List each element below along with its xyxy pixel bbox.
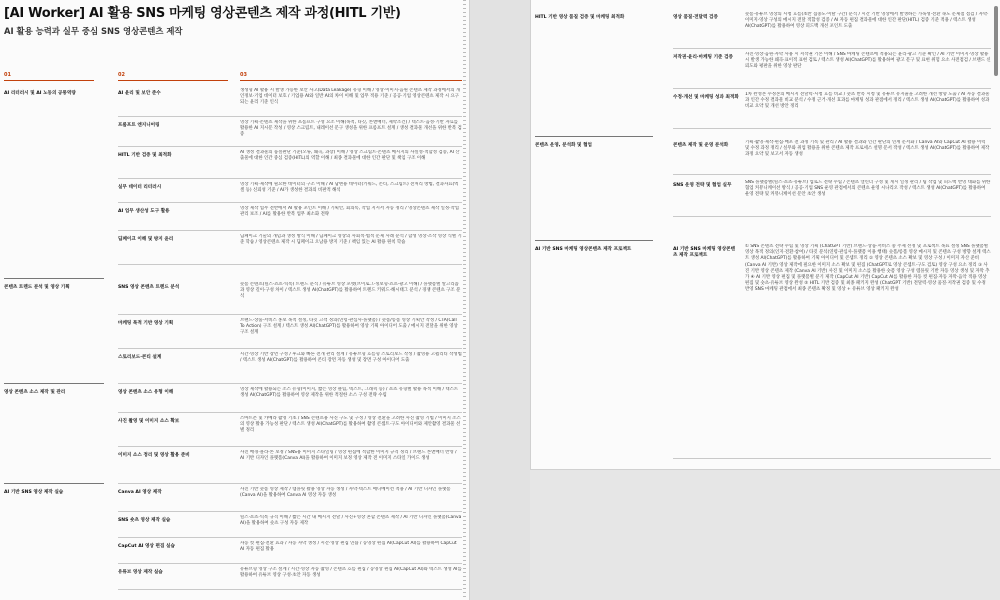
viewer-gap (470, 0, 530, 600)
module-name: AI 업무 생산성 도구 활용 (118, 209, 170, 214)
module-description: 시간·영상 기반 장면 구성 / 후크와 빠른 전개 관리 설계 / 유튜브형 흐름형 스토리보드 작성 / 촬영용 고퀄리티 작성법 / 텍스트 생성 AI(ChatGPT)를 활용하여 콘티 장면 자동 생성 및 장면 구성 아이디어 도출 (240, 352, 462, 364)
column-underline-2 (118, 80, 228, 81)
scrollbar-thumb[interactable] (994, 6, 998, 76)
row-divider (673, 458, 991, 459)
module-name: SNS 영상 콘텐츠 트렌드 분석 (118, 285, 180, 290)
module-name: 실무 데이터 리터러시 (118, 185, 162, 190)
column-underline-1 (4, 80, 94, 81)
row-divider (118, 511, 462, 512)
module-description: 유튜브형 영상 구조 설계 / 시간·영상 자동 촬영 / 콘텐츠 흐름 편집 / 동영상 편집 AI(CapCut AI)와 텍스트 생성 AI를 활용하여 유튜브 영상 구성·초안 자동 생성 (240, 567, 462, 579)
module-description: 딥페이크 기술의 개념과 생성 방식 이해 / 딥페이크 영상의 사회적·법적 문제 사례 분석 / 합성 영상·조작 영상 식별 기준 학습 / 영상콘텐츠 제작 시 딥페이크 오남용 방지 기준 / 책임 있는 AI 활용 원칙 학습 (240, 234, 462, 246)
section-label: AI 기반 SNS 마케팅 영상콘텐츠 제작 프로젝트 (535, 247, 632, 252)
module-description: 사진 배경·블라·톤 보정 / SNS용 이미지 스타일링 / 영상 편집에 적합한 이미지 규격 정리 / 브랜드 톤앤매너 반영 / AI 기반 디자인 플랫폼(Canva AI)을 활용하여 이미지 보정 영상 제작 전 이미지 스타일 가이드 생성 (240, 450, 457, 462)
module-name: HITL 기반 검증 및 최적화 (118, 153, 172, 158)
module-name: 이미지 소스 정리 및 영상 활용 준비 (118, 453, 190, 458)
section-label: 콘텐츠 트렌드 분석 및 영상 기획 (4, 285, 70, 290)
row-divider (118, 348, 462, 349)
module-description: 영상 기획·제작에 필요한 데이터의 구조 이해 / AI 답변용 데이터(키워드, 콘티, 스크립트) 전처리 방법, 결과자료(엑셀 등) 신뢰성 기준 / AI가 생성한 결과의 비판적 해석 (240, 182, 459, 194)
row-divider (118, 537, 462, 538)
section-label: AI 리터러시 및 AI 노동의 공통역량 (4, 91, 76, 96)
module-description: 사진·영상·음원·자막 사용 시 저작권 기본 이해 / SNS 마케팅 콘텐츠에 적용되는 윤리·광고 기준 확인 / AI 기반 이미지·영상 활용 시 발생 가능한 왜곡·표이적 표현 검토 / 텍스트 생성 AI(ChatGPT)를 활용하여 광고 문구 및 표현 위험 요소 사전점검 / 브랜드 신뢰도와 평판을 위한 영상 판단 (745, 52, 991, 70)
module-name: SNS 운영 전략 및 협업 실무 (673, 183, 732, 188)
module-description: 사진 기반 숏폼 영상 제작 / 템플릿 활용 영상 자동 생성 / 자막·텍스트 애니메이션 적용 / AI 기반 디자인 플랫폼(Canva AI)을 활용하여 Canva AI 영상 자동 생성 (240, 487, 451, 499)
module-name: 영상 품질·전달력 검증 (673, 15, 718, 20)
row-divider (118, 230, 462, 231)
section-divider (535, 136, 653, 137)
module-description: 기획·촬영·제작·편집·배포 전 과정 기록 및 관리 / AI 활용 결과와 인간 판단의 연계 문서화 / Canva AI와 CapCut AI 활용 이력 및 수정 과정 정리 / 실무와 취업 활용을 위한 콘텐츠 제작 프로세스 설명 문서 작성 / 텍스트 생성 AI(ChatGPT)를 활용하여 제작 과정 요약 및 보고서 자동 생성 (745, 140, 990, 158)
module-name: 영상 콘텐츠 소스 유형 이해 (118, 390, 174, 395)
module-name: 콘텐츠 제작 및 운영 분석화 (673, 143, 729, 148)
row-divider (673, 174, 991, 175)
row-divider (118, 563, 462, 564)
module-description: 브랜드·상품·서비스 홍보 목적 설정, 타깃 고객 정의(연령·관심사·플랫폼) / 숏폼/롱폼 영상 기획안 작성 / CTA(Call To Action) 구조 설계 / 텍스트 생성 AI(ChatGPT)를 활용하여 영상 기획 아이디어 도출 / 메시지 전달을 위한 영상 구조 설계 (240, 318, 458, 336)
module-description: 자동 컷 편집·전환 효과 / 자동 자막 생성 / 시간·영상 편집 연습 / 동영상 편집 AI(CapCut AI)를 활용하여 CapCut AI 자동 편집 활용 (240, 541, 457, 553)
column-header-2: 02 (118, 72, 125, 78)
module-description: 스마트폰 및 카메라 촬영 기초 / SNS 콘텐츠용 사진 구도 및 구성 / 영상 전환을 고려한 사진 촬영 기법 / 이미지 소스의 영상 활용 가능성 판단 / 텍스트 생성 AI(ChatGPT)를 활용하여 촬영 콘셉트·구도 아이디어와 제안촬영 결과물 선별 정리 (240, 416, 461, 434)
row-divider (118, 202, 462, 203)
row-divider (118, 446, 462, 447)
module-description: AI 생성 결과물의 품질판단 기준(오류, 왜곡, 과장) 이해 / 영상 스크립트·콘텐츠 메시지의 사실성·적합성 검증, AI 산출물에 대한 인간 중심 검증(HITL)의 역할 이해 / 최종 결과물에 대한 인간 판단 및 책임 구조 이해 (240, 150, 460, 162)
module-name: 유튜브 영상 제작 실습 (118, 570, 163, 575)
module-name: Canva AI 영상 제작 (118, 490, 162, 495)
module-name: AI 기반 SNS 마케팅 영상콘텐츠 제작 프로젝트 (673, 247, 736, 259)
column-header-1: 01 (4, 72, 11, 78)
module-name: 스토리보드·콘티 설계 (118, 355, 162, 360)
row-divider (118, 412, 462, 413)
row-divider (673, 128, 991, 129)
module-description: 숏폼 콘텐츠(릴스·쇼츠·틱톡) 트렌드 분석 / 유튜브 영상 포맷(브이로그·정보형·쇼츠·광고 이해) / 플랫폼별 알고리즘과 영상 길이·구성 차이 / 텍스트 생성 AI(ChatGPT)를 활용하여 트렌드 키워드·해시태그 분석 / 경쟁 콘텐츠 구조 분석 (240, 282, 461, 300)
module-description: 릴스·쇼츠·틱톡 규격 이해 / 짧은 시간 내 메시지 전달 / 사진+영상 혼합 콘텐츠 제작 / AI 기반 디자인 플랫폼(Canva AI)을 활용하여 숏츠 구성 자동 제작 (240, 515, 462, 527)
section-divider (535, 240, 653, 241)
module-name: 프롬프트 엔지니어링 (118, 123, 160, 128)
module-name: AI 윤리 및 보안 준수 (118, 91, 161, 96)
row-divider (118, 116, 462, 117)
module-name: 마케팅 목적 기반 영상 기획 (118, 321, 174, 326)
module-name: SNS 숏츠 영상 제작 실습 (118, 518, 171, 523)
page-edge-dots (463, 0, 466, 600)
module-name: 수정·개선 및 마케팅 성과 최적화 (673, 95, 739, 100)
module-description: 생성형 AI 활용 시 발생 가능한 보안 사고(Data Leakage) 유형 이해 / 영상·이미지·음원 콘텐츠 제작 과정에서의 개인정보·기업 데이터 보호 / 기업용 AI와 일반 AI의 차이 이해 및 업무 적용 기준 / 공공·기업 영상콘텐츠 제작 시 요구되는 윤리 기준 인식 (240, 88, 461, 106)
section-divider (4, 383, 104, 384)
module-description: 숏폼·유튜브 영상의 시청 흐름(초반 집중도·이탈 구간) 분석 / 시간 기반 영상에서 발생하는 가독성·전환 속도 문제점 점검 / 자막·이미지·영상 구성의 메시지 전달 적합성 검증 / AI 자동 편집 결과물에 대한 인간 판단(HITL) 검증 기준 적용 / 텍스트 생성 AI(ChatGPT)를 활용하여 영상 피드백 개선 포인트 도출 (745, 12, 989, 30)
section-label: AI 기반 SNS 영상 제작 실습 (4, 490, 64, 495)
row-divider (118, 483, 462, 484)
document-page-right (530, 0, 1000, 470)
column-underline-3 (240, 80, 462, 81)
row-divider (118, 383, 462, 384)
section-label: 콘텐츠 운영, 분석화 및 협업 (535, 143, 592, 148)
module-description: 영상 제작에 활용되는 소스 유형(이미지, 짧은 영상 클립, 텍스트, 그래픽 등) / 쇼츠 유형별 활용 목적 이해 / 텍스트 생성 AI(ChatGPT)를 활용하여 영상 제작을 위한 적절한 소스 구성 전략 수립 (240, 387, 459, 399)
module-description: 영상 제작 업무 전반에서 AI 활용 포인트 이해 / 기획안, 회의록, 작업 지시서 자동 정리 / 영상콘텐츠 제작 일정·작업 관리 보조 / AI를 활용한 반복 업무 최소화 전략 (240, 206, 459, 218)
section-divider (4, 483, 104, 484)
document-page-left (0, 0, 470, 600)
module-description: SNS 플랫폼별(릴스·쇼츠·유튜브) 업로드 전략 수립 / 콘텐츠 캘린더 구성 및 게시 일정 관리 / 팀 작업 및 피드백 반영 대화를 위한 협업 커뮤니케이션 방식 / 공공·기업 SNS 운영 관점에서의 콘텐츠 운영 시나리오 작성 / 텍스트 생성 AI(ChatGPT)를 활용하여 운영 전략 및 커뮤니케이션 문안 초안 생성 (745, 180, 991, 198)
row-divider (673, 88, 991, 89)
row-divider (118, 178, 462, 179)
module-name: 사진 촬영 및 이미지 소스 확보 (118, 419, 180, 424)
title-block (4, 2, 466, 37)
module-description: ① SNS 콘텐츠 전략 수립 및 영상 기획 (ChatGPT 기반) 브랜드·상품·서비스 중 주제 선정 및 프로젝트 목표 설정 SNS 플랫폼별 영상 목적 정의(인지·전환·참여) / 타깃 분석(연령·관심사·플랫폼 이용 행태) 숏폼/롱폼 영상 메시지 및 콘텐츠 구성 방향 설계 텍스트 생성 AI(ChatGPT)를 활용하여 기획 아이디어 및 콘셉트 정리 ② 영상 콘텐츠 소스 확보 및 영상 구성 / 이미지 자산 준비 (Canva AI 기반) 영상 제작에 필요한 이미지 소스 확보 및 편집 (ChatGPT로 영상 콘셉트·구도 검토) 영상 구성 요소 정리 ③ 사진 기반 영상 콘텐츠 제작 (Canva AI 기반) 사진 및 이미지 소스를 활용한 숏폼 영상 구성 템플릿 기반 자동 영상 생성 및 자막 추가 ④ AI 기반 영상 편집 및 플랫폼별 분기 제작 (CapCut AI 기반) CapCut AI를 활용한 자동 컷 편집·자동 자막·음악 적용 영상 편집 및 숏츠·유튜브 영상 완성 ⑤ HITL 기반 검증 및 최종 패키지 완성 (ChatGPT 기반) 전달력·영상 품질·저작권 검증 및 수정 반영 SNS 마케팅 관점에서 최종 콘텐츠 확정 및 영상 + 유튜브 영상 패키지 완성 (745, 244, 991, 293)
section-label: 영상 콘텐츠 소스 제작 및 관리 (4, 390, 66, 395)
module-name: 딥페이크 이해 및 방지 윤리 (118, 237, 174, 242)
row-divider (118, 589, 462, 590)
section-divider (4, 278, 104, 279)
row-divider (118, 264, 462, 265)
row-divider (673, 48, 991, 49)
page-subtitle: AI 활용 능력과 실무 중심 SNS 영상콘텐츠 제작 (4, 26, 183, 36)
module-description: 영상 기획·콘텐츠 제작을 위한 프롬프트 구성 요소 이해(목적, 타깃, 톤앤매너, 제약조건) / 텍스트·음성·기반 자료를 활용한 AI 지시문 작성 / 영상 스크립트, 내레이션 문구 생성을 위한 프롬프트 설계 / 생성 결과물 개선을 위한 반복 검증 (240, 120, 462, 138)
column-header-3: 03 (240, 72, 247, 78)
page-title: [AI Worker] AI 활용 SNS 마케팅 영상콘텐츠 제작 과정(HITL 기반) (4, 6, 401, 21)
row-divider (673, 216, 991, 217)
module-name: CapCut AI 영상 편집 실습 (118, 544, 175, 549)
row-divider (118, 146, 462, 147)
row-divider (118, 314, 462, 315)
section-label: HITL 기반 영상 품질 검증 및 마케팅 최적화 (535, 15, 625, 20)
module-name: 저작권·윤리·마케팅 기준 검증 (673, 55, 733, 60)
module-description: 1차 완성본 수정본의 메시지 전달력·시청 흐름 비교 / 숏츠 반복 시청 및 유튜브 유지율을 고려한 개선 방향 도출 / AI 자동 결과물과 인간 수정 결과물 비교 분석 / 수정 근거·개선 효과를 마케팅 성과 관점에서 정리 / 텍스트 생성 AI(ChatGPT)를 활용하여 성과 비교 요약 및 개선 방안 정리 (745, 92, 990, 110)
